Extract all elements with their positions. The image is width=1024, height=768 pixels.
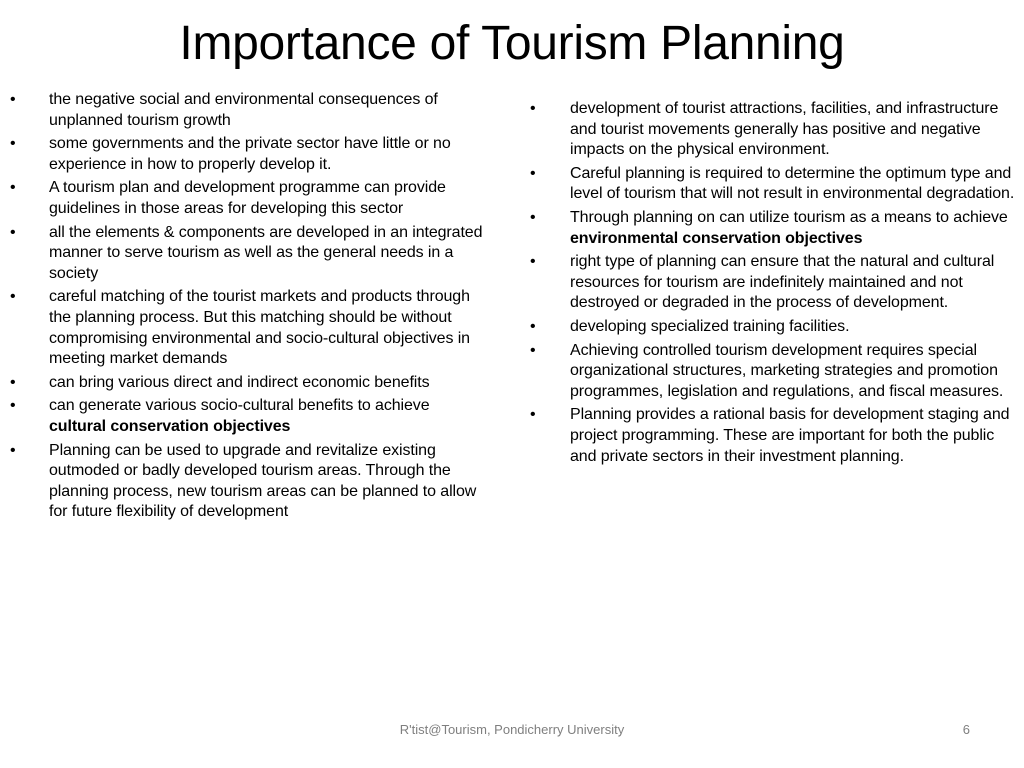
bullet-text: Planning provides a rational basis for development staging and project programming. These are important for both the public and private sectors in their investment planning. [570,406,1010,465]
bullet-item [528,252,1018,314]
bullet-text: A tourism plan and development programme can provide guidelines in those areas for developing this sector [49,179,446,217]
bullet-text: Through planning on can utilize tourism as a means to achieve [570,208,1008,226]
bullet-icon: • [10,179,16,197]
slide-title: Importance of Tourism Planning [179,17,845,70]
bullet-icon: • [10,373,16,391]
bullet-item [10,287,490,369]
bullet-item [528,341,1018,403]
footer-text: R'tist@Tourism, Pondicherry University [399,722,625,737]
bullet-item [528,208,1018,249]
bullet-icon: • [530,253,536,271]
bullet-text: some governments and the private sector have little or no experience in how to properly develop it. [49,135,451,173]
right-column [528,99,1018,470]
bullet-text: careful matching of the tourist markets and products through the planning process. But this matching should be without compromising environmental and socio-cultural objectives in meeting market demands [49,288,470,368]
bullet-icon: • [530,406,536,424]
bullet-text: right type of planning can ensure that the natural and cultural resources for tourism are indefinitely maintained and not destroyed or degraded in the process of development. [570,253,995,312]
bullet-icon: • [10,441,16,459]
bullet-text: the negative social and environmental consequences of unplanned tourism growth [49,91,438,129]
right-bullet-list [528,99,1018,467]
bullet-icon: • [530,341,536,359]
bullet-item [10,373,490,394]
bullet-bold-text: cultural conservation objectives [49,417,291,435]
bullet-item [10,441,490,523]
bullet-text: can bring various direct and indirect economic benefits [49,373,430,391]
bullet-text: developing specialized training facilities. [570,317,850,335]
bullet-item [528,99,1018,161]
bullet-icon: • [530,317,536,335]
bullet-text: Achieving controlled tourism development requires special organizational structures, marketing strategies and promotion programmes, legislation and regulations, and fiscal measures. [570,341,1004,400]
bullet-icon: • [530,208,536,226]
bullet-text: can generate various socio-cultural benefits to achieve [49,397,430,415]
bullet-item [528,405,1018,467]
bullet-item [528,164,1018,205]
bullet-icon: • [530,100,536,117]
bullet-icon: • [10,288,16,306]
bullet-item [10,178,490,219]
bullet-icon: • [530,164,536,182]
page-number: 6 [962,722,970,737]
bullet-text: Planning can be used to upgrade and revitalize existing outmoded or badly developed tourism areas. Through the planning process, new tourism areas can be planned to allow for future flexibility of development [49,441,477,521]
bullet-bold-text: environmental conservation objectives [570,229,863,247]
bullet-icon: • [10,223,16,241]
left-bullet-list [10,90,490,523]
left-column [10,90,490,526]
bullet-item [10,223,490,285]
bullet-text: development of tourist attractions, facilities, and infrastructure and tourist movements generally has positive and negative impacts on the physical environment. [570,100,999,159]
bullet-item [10,90,490,131]
bullet-item [528,317,1018,338]
bullet-icon: • [10,397,16,415]
bullet-icon: • [10,135,16,153]
bullet-icon: • [10,91,16,108]
bullet-text: all the elements & components are developed in an integrated manner to serve tourism as well as the general needs in a society [49,223,483,282]
bullet-item [10,134,490,175]
bullet-text: Careful planning is required to determine the optimum type and level of tourism that will not result in environmental degradation. [570,164,1015,203]
bullet-item [10,396,490,437]
